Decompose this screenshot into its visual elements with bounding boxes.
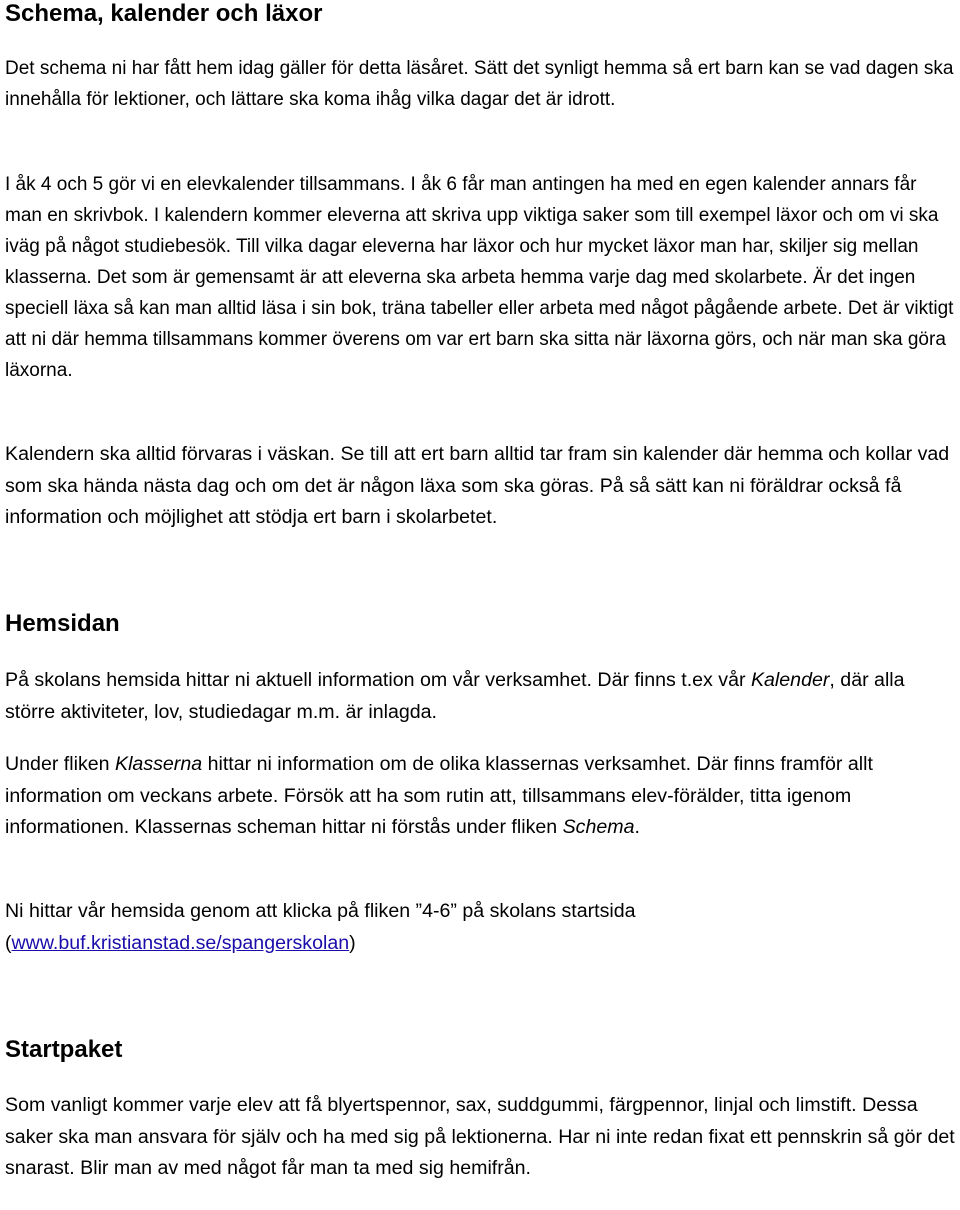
website-calendar-term: Kalender (750, 669, 830, 691)
classes-tab-term: Klasserna (115, 753, 203, 775)
website-text-end: , där alla större aktiviteter, lov, studiedagar m.m. är inlagda. (5, 669, 905, 723)
classes-text-start: Under fliken (5, 753, 115, 775)
calendar-paragraph-part2: I kalendern kommer eleverna att skriva upp viktiga saker som till exempel läxor och om vi ska iväg på något studiebesök. Till vilka dagar eleverna har läxor och hur mycket läxor man har, skiljer sig mellan klasserna. Det som är gemensamt är att eleverna ska arbeta hemma varje dag med skolarbete. Är det ingen speciell läxa så kan man alltid läsa i sin bok, träna tabeller eller arbeta med något pågående arbete. Det är viktigt att ni där hemma tillsammans kommer överens om var ert barn ska sitta när läxorna görs, och när man ska göra läxorna. (5, 205, 954, 381)
website-text-start: På skolans hemsida hittar ni aktuell information om vår verksamhet. Där finns t.ex vår (5, 669, 751, 691)
startpaket-paragraph: Som vanligt kommer varje elev att få blyertspennor, sax, suddgummi, färgpennor, linjal och limstift. Dessa saker ska man ansvara för själv och ha med sig på lektionerna. Har ni inte redan fixat ett pennskrin så gör det snarast. Blir man av med något får man ta med sig hemifrån. (5, 1094, 955, 1179)
calendar-paragraph-part1: I åk 4 och 5 gör vi en elevkalender tillsammans. I åk 6 får man antingen ha med en egen kalender annars får man en skrivbok. (5, 174, 917, 226)
bag-paragraph: Kalendern ska alltid förvaras i väskan. Se till att ert barn alltid tar fram sin kalender där hemma och kollar vad som ska hända nästa dag och om det är någon läxa som ska göras. På så sätt kan ni föräldrar också få information och möjlighet att stödja ert barn i skolarbetet. (5, 443, 950, 528)
find-website-paragraph (5, 896, 955, 959)
classes-paragraph (5, 749, 955, 844)
calendar-paragraph (5, 169, 955, 386)
classes-text-end: . (634, 816, 640, 838)
classes-text-mid: hittar ni information om de olika klassernas verksamhet. Där finns framför allt information om veckans arbete. Försök att ha som rutin att, tillsammans elev-förälder, titta igenom informationen. Klassernas scheman hittar ni förstås under fliken (5, 753, 873, 838)
schema-tab-term: Schema (562, 816, 635, 838)
website-paragraph (5, 665, 955, 728)
school-website-link[interactable]: www.buf.kristianstad.se/spangerskolan (11, 931, 350, 954)
section-title-hemsidan: Hemsidan (5, 610, 120, 637)
find-website-text-start: Ni hittar vår hemsida genom att klicka på fliken ”4-6” på skolans startsida ( (5, 900, 636, 954)
section-title-startpaket: Startpaket (5, 1036, 123, 1063)
section-title-schema: Schema, kalender och läxor (5, 0, 323, 27)
schema-paragraph: Det schema ni har fått hem idag gäller för detta läsåret. Sätt det synligt hemma så ert barn kan se vad dagen ska innehålla för lektioner, och lättare ska koma ihåg vilka dagar det är idrott. (5, 58, 954, 110)
find-website-text-end: ) (349, 931, 356, 954)
